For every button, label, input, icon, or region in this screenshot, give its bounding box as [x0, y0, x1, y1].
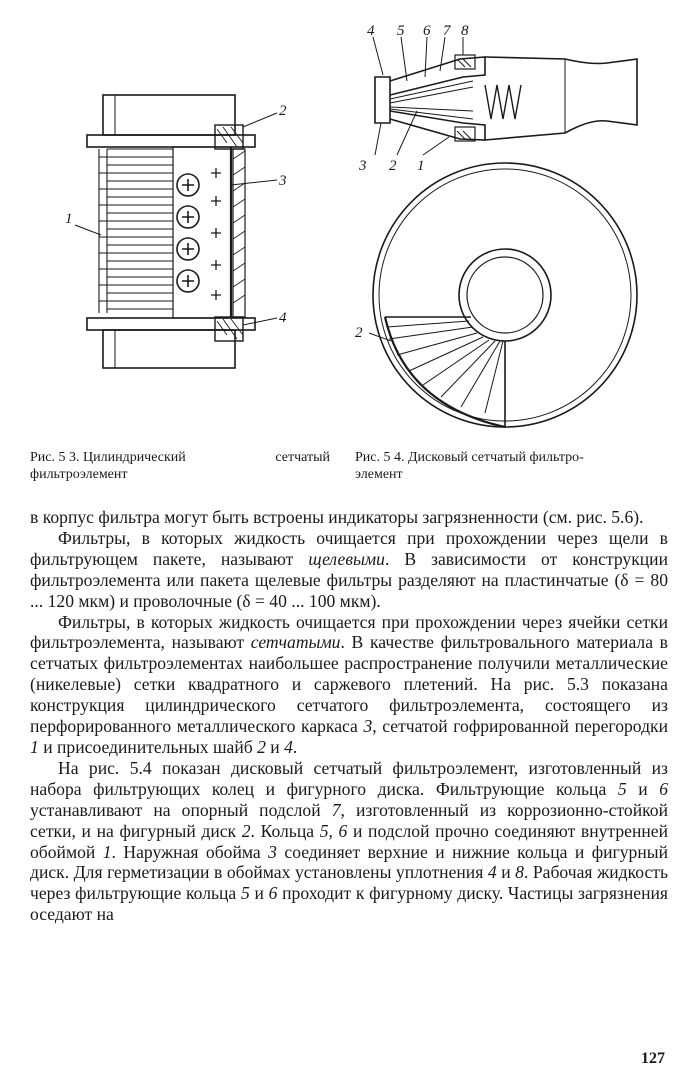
paragraph-4: На рис. 5.4 показан дисковый сетчатый фильтроэлемент, изготовленный из набора фильтрующих колец и фигурного диска. Фильтрующие кольца 5 и 6 устанавливают на опорный подслой 7, изготовленный из коррозионно-стойкой сетки, и на фигурный диск 2. Кольца 5, 6 и подслой прочно соединяют внутренней обоймой 1. Наружная обойма 3 соединяет верхние и нижние кольца и фигурный диск. Для герметизации в обоймах установлены уплотнения 4 и 8. Рабочая жидкость через фильтрующие кольца 5 и 6 проходит к фигурному диску. Частицы загрязнения оседают на: [30, 757, 669, 925]
fig53-label-4: 4: [279, 310, 287, 326]
fig54-label-8: 8: [461, 23, 469, 39]
fig53-label-2: 2: [279, 103, 287, 119]
fig53-label-3: 3: [279, 173, 287, 189]
term-slotted: щелевыми: [308, 548, 385, 569]
fig54-label-2: 2: [389, 158, 397, 174]
fig53-caption-tail: фильтроэлемент: [30, 467, 128, 482]
figure-5-3-drawing: [55, 85, 305, 385]
figure-5-4-caption: [355, 449, 667, 483]
fig54-label-1: 1: [417, 158, 425, 174]
paragraph-3: Фильтры, в которых жидкость очищается при прохождении через ячейки сетки фильтроэлемента, называют сетчатыми. В качестве фильтровального материала в сетчатых фильтроэлементах наибольшее распространение получили металлические (никелевые) сетки квадратного и саржевого плетений. На рис. 5.3 показана конструкция цилиндрического сетчатого фильтроэлемента, состоящего из перфорированного металлического каркаса 3, сетчатой гофрированной перегородки 1 и присоединительных шайб 2 и 4.: [30, 611, 668, 757]
fig54-label-3: 3: [359, 158, 367, 174]
fig53-caption-mid: сетчатый: [275, 450, 330, 465]
page-number: 127: [641, 1050, 665, 1067]
figure-5-4-drawing: [345, 15, 670, 435]
term-mesh: сетчатыми: [250, 632, 341, 653]
fig54-label-7: 7: [443, 23, 451, 39]
figure-5-3-caption: [30, 449, 330, 483]
fig54-caption-line2: элемент: [355, 467, 403, 482]
body-text: [30, 507, 668, 925]
fig54-label-disc-2: 2: [355, 325, 363, 341]
fig54-label-4: 4: [367, 23, 375, 39]
fig54-label-6: 6: [423, 23, 431, 39]
fig54-caption-line1: Рис. 5 4. Дисковый сетчатый фильтро-: [355, 450, 584, 465]
fig54-label-5: 5: [397, 23, 405, 39]
fig53-caption-head: Рис. 5 3. Цилиндрический: [30, 450, 186, 465]
paragraph-1: в корпус фильтра могут быть встроены индикаторы загрязненности (см. рис. 5.6).: [30, 507, 644, 527]
paragraph-2: Фильтры, в которых жидкость очищается при прохождении через щели в фильтрующем пакете, называют щелевыми. В зависимости от конструкции фильтроэлемента или пакета щелевые фильтры разделяют на пластинчатые (δ = 80 ... 120 мкм) и проволочные (δ = 40 ... 100 мкм).: [30, 527, 669, 611]
fig53-label-1: 1: [65, 211, 73, 227]
